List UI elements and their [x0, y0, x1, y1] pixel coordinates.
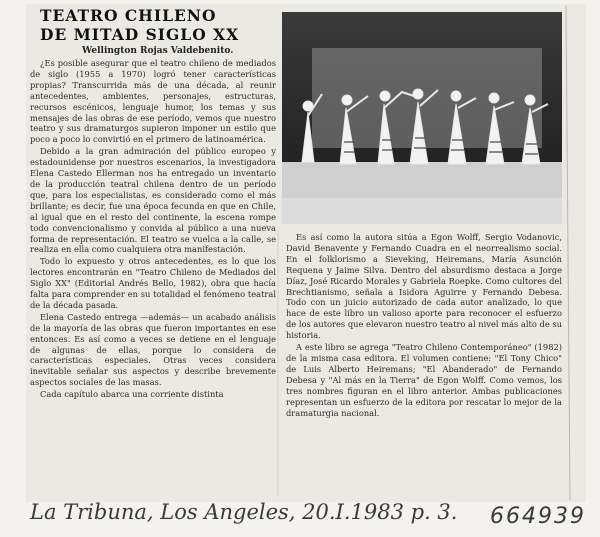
stage-photo [282, 12, 562, 224]
handwritten-source-note: La Tribuna, Los Angeles, 20.I.1983 p. 3. [30, 500, 458, 524]
title-line-1: TEATRO CHILENO [40, 6, 217, 25]
col1-paragraph: Cada capítulo abarca una corriente distinta [40, 389, 224, 400]
col1-paragraph: ¿Es posible asegurar que el teatro chileno de mediados de siglo (1955 a 1970) logró tener características propias? Transcurrida más de una década, al reunir antecedentes, ambientes, personajes, estructuras, recursos escénicos, lenguaje humor, los temas y sus mensajes de las obras de ese período, vemos que nuestro teatro y sus dramaturgos supieron imponer un estilo que poco a poco lo convirtió en el primero de latinoamérica. [30, 58, 276, 145]
article-byline: Wellington Rojas Valdebenito. [82, 46, 234, 56]
title-line-2: DE MITAD SIGLO XX [40, 25, 240, 44]
article-column-2 [286, 232, 562, 419]
col2-paragraph: A este libro se agrega "Teatro Chileno Contemporáneo" (1982) de la misma casa editora. El volumen contiene: "El Tony Chico" de Luis Alberto Heiremans; "El Abanderado" de Fernando Debesa y "Al más en la Tierra" de Egon Wolff. Como vemos, los tres nombres figuran en el libro anterior. Ambas publicaciones representan un esfuerzo de la editora por rescatar lo mejor de la dramaturgia nacional. [286, 342, 562, 418]
dancers-image [282, 12, 562, 224]
col1-paragraph: Elena Castedo entrega —además— un acabado análisis de la mayoría de las obras que fueron importantes en ese entonces. Es así como a veces se detiene en el lenguaje de algunas de ellas, porque lo considera de características especiales. Otras veces considera inevitable señalar sus aspectos y describe brevemente aspectos sociales de las masas. [30, 311, 276, 388]
catalog-number: 664939 [490, 504, 586, 529]
col1-paragraph: Debido a la gran admiración del público europeo y estadounidense por nuestros escenarios, la investigadora Elena Castedo Ellerman nos ha entregado un inventario de la producción teatral chilena dentro de un período que, para los especialistas, es considerado como el más brillante; es decir, fue una época fecunda en que en Chile, al igual que en el resto del continente, la escena rompe todo convencionalismo y convida al público a una nueva forma de representación. El teatro se vuelca a la calle, se realiza en ella como cualquiera otra manifestación. [30, 146, 276, 255]
col2-paragraph: Es así como la autora sitúa a Egon Wolff, Sergio Vodanovic, David Benavente y Fernando Cuadra en el neorrealismo social. En el folklorismo a Sieveking, Heiremans, María Asunción Requena y Jaime Silva. Dentro del absurdismo destaca a Jorge Díaz, José Ricardo Morales y Gabriela Roepke. Como cultores del Brechtianismo, señala a Isidora Aguirre y Fernando Debesa. Todo con un juicio autorizado de cada autor analizado, lo que hace de este libro un valioso aporte para reconocer el esfuerzo de los autores que elevaron nuestro teatro al nivel más alto de su historia. [286, 232, 562, 341]
col1-paragraph: Todo lo expuesto y otros antecedentes, es lo que los lectores encontrarán en "Teatro Chileno de Mediados del Siglo XX" (Editorial Andrés Bello, 1982), obra que hacía falta para comprender en su totalidad el fenómeno teatral de la década pasada. [30, 256, 276, 310]
article-column-1 [30, 58, 276, 401]
article-title [40, 6, 260, 44]
